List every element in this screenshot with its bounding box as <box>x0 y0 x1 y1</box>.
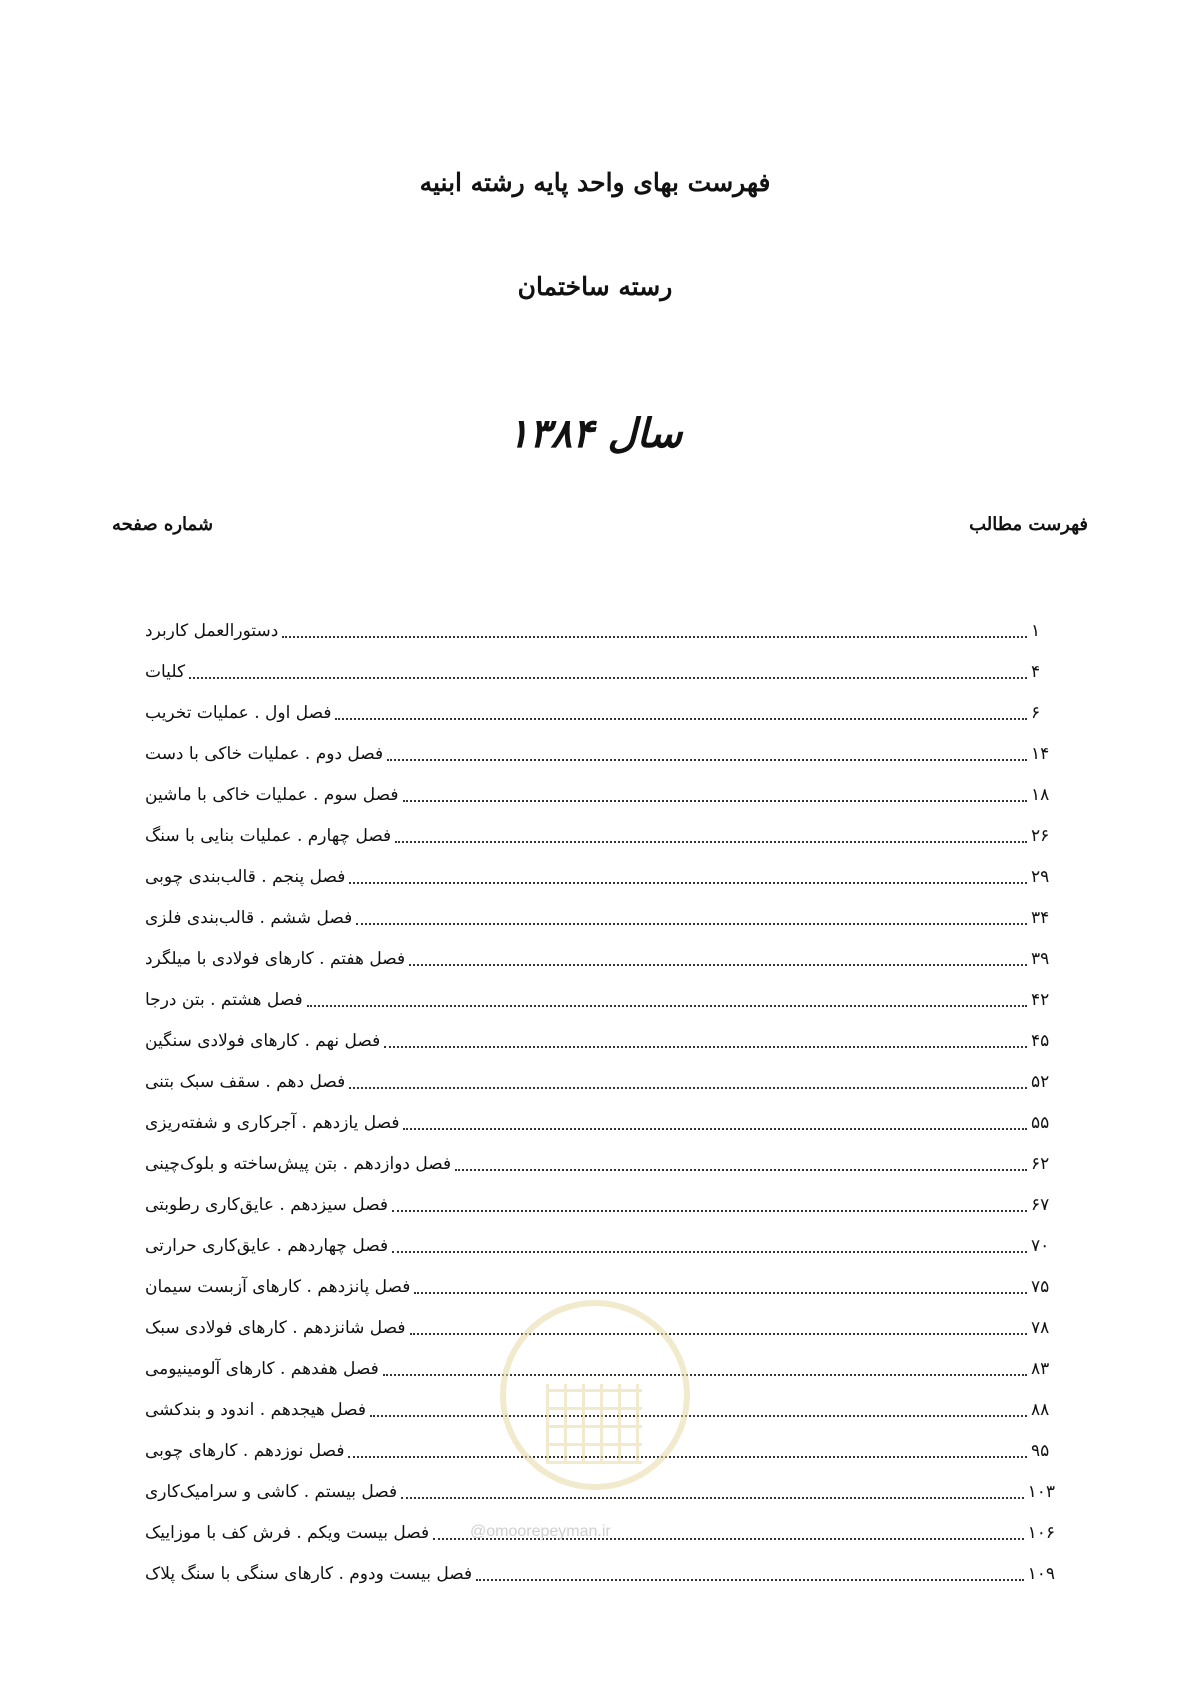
document-subtitle: رسته ساختمان <box>517 272 673 301</box>
toc-entry[interactable] <box>145 651 1055 692</box>
toc-entry-label: فصل سیزدهم . عایق‌کاری رطوبتی <box>145 1194 388 1215</box>
toc-entry-label: فصل دوازدهم . بتن پیش‌ساخته و بلوک‌چینی <box>145 1153 452 1174</box>
toc-entry-label: فصل چهاردهم . عایق‌کاری حرارتی <box>145 1235 389 1256</box>
toc-entry-label: فصل پنجم . قالب‌بندی چوبی <box>145 866 346 887</box>
toc-entry-page-number: ۱۴ <box>1031 743 1050 764</box>
toc-dot-leader <box>384 1046 1027 1048</box>
toc-entry-label: فصل بیستم . کاشی و سرامیک‌کاری <box>145 1481 398 1502</box>
toc-dot-leader <box>349 1087 1027 1089</box>
document-title: فهرست بهای واحد پایه رشته ابنیه <box>419 168 771 197</box>
toc-dot-leader <box>395 841 1027 843</box>
watermark-seal <box>500 1300 690 1490</box>
toc-entry-page-number: ۱۰۹ <box>1027 1563 1055 1584</box>
toc-entry-label: کلیات <box>145 661 186 682</box>
toc-entry[interactable] <box>145 692 1055 733</box>
toc-heading: فهرست مطالب <box>969 514 1088 535</box>
toc-entry-label: فصل هشتم . بتن درجا <box>145 989 303 1010</box>
toc-dot-leader <box>348 1456 1027 1458</box>
toc-entry-label: فصل پانزدهم . کارهای آزبست سیمان <box>145 1276 411 1297</box>
toc-dot-leader <box>455 1169 1027 1171</box>
toc-entry[interactable] <box>145 1225 1055 1266</box>
toc-entry-label: فصل هفدهم . کارهای آلومینیومی <box>145 1358 379 1379</box>
toc-dot-leader <box>409 964 1027 966</box>
toc-entry[interactable] <box>145 1143 1055 1184</box>
toc-entry-label: فصل دهم . سقف سبک بتنی <box>145 1071 346 1092</box>
toc-entry[interactable] <box>145 1102 1055 1143</box>
toc-entry-label: فصل اول . عملیات تخریب <box>145 702 332 723</box>
toc-entry-label: فصل بیست ودوم . کارهای سنگی با سنگ پلاک <box>145 1563 473 1584</box>
document-year: سال ۱۳۸۴ <box>507 410 683 457</box>
toc-entry-page-number: ۴۵ <box>1031 1030 1050 1051</box>
toc-dot-leader <box>307 1005 1027 1007</box>
toc-entry-page-number: ۶ <box>1031 702 1041 723</box>
toc-entry[interactable] <box>145 1553 1055 1594</box>
toc-entry-label: فصل نهم . کارهای فولادی سنگین <box>145 1030 381 1051</box>
toc-dot-leader <box>383 1374 1027 1376</box>
toc-entry-page-number: ۲۹ <box>1031 866 1050 887</box>
toc-entry[interactable] <box>145 938 1055 979</box>
toc-entry-label: فصل بیست ویکم . فرش کف با موزاییک <box>145 1522 430 1543</box>
toc-entry-page-number: ۱۰۳ <box>1027 1481 1055 1502</box>
toc-entry[interactable] <box>145 1061 1055 1102</box>
toc-entry[interactable] <box>145 897 1055 938</box>
toc-dot-leader <box>401 1497 1023 1499</box>
toc-dot-leader <box>335 718 1027 720</box>
page-number-heading: شماره صفحه <box>112 514 214 535</box>
toc-entry-label: فصل هفتم . کارهای فولادی با میلگرد <box>145 948 406 969</box>
toc-dot-leader <box>403 800 1028 802</box>
toc-entry-page-number: ۳۹ <box>1031 948 1050 969</box>
toc-entry-page-number: ۱۰۶ <box>1027 1522 1055 1543</box>
toc-entry[interactable] <box>145 979 1055 1020</box>
toc-entry-label: فصل شانزدهم . کارهای فولادی سبک <box>145 1317 406 1338</box>
toc-entry-page-number: ۳۴ <box>1031 907 1050 928</box>
toc-dot-leader <box>349 882 1027 884</box>
toc-entry-label: فصل نوزدهم . کارهای چوبی <box>145 1440 345 1461</box>
toc-entry-label: فصل یازدهم . آجرکاری و شفته‌ریزی <box>145 1112 400 1133</box>
toc-entry-page-number: ۹۵ <box>1031 1440 1050 1461</box>
toc-entry-page-number: ۱۸ <box>1031 784 1050 805</box>
toc-entry-label: فصل ششم . قالب‌بندی فلزی <box>145 907 353 928</box>
toc-dot-leader <box>356 923 1027 925</box>
toc-entry-label: فصل هیجدهم . اندود و بندکشی <box>145 1399 367 1420</box>
toc-entry-page-number: ۸۸ <box>1031 1399 1050 1420</box>
toc-entry-page-number: ۶۷ <box>1031 1194 1050 1215</box>
toc-entry-label: فصل سوم . عملیات خاکی با ماشین <box>145 784 399 805</box>
toc-entry-page-number: ۴ <box>1031 661 1041 682</box>
toc-entry[interactable] <box>145 610 1055 651</box>
toc-entry-page-number: ۵۵ <box>1031 1112 1050 1133</box>
toc-dot-leader <box>370 1415 1027 1417</box>
toc-entry[interactable] <box>145 774 1055 815</box>
toc-entry-page-number: ۶۲ <box>1031 1153 1050 1174</box>
toc-entry[interactable] <box>145 856 1055 897</box>
toc-entry[interactable] <box>145 733 1055 774</box>
toc-dot-leader <box>403 1128 1027 1130</box>
toc-entry-page-number: ۸۳ <box>1031 1358 1050 1379</box>
toc-entry-label: فصل دوم . عملیات خاکی با دست <box>145 743 384 764</box>
toc-entry-label: دستورالعمل کاربرد <box>145 620 279 641</box>
toc-entry-page-number: ۵۲ <box>1031 1071 1050 1092</box>
toc-dot-leader <box>387 759 1027 761</box>
toc-dot-leader <box>410 1333 1027 1335</box>
toc-entry-page-number: ۱ <box>1031 620 1041 641</box>
toc-dot-leader <box>282 636 1027 638</box>
toc-entry-page-number: ۴۲ <box>1031 989 1050 1010</box>
toc-entry-page-number: ۷۰ <box>1031 1235 1050 1256</box>
toc-entry[interactable] <box>145 1184 1055 1225</box>
toc-entry-page-number: ۷۸ <box>1031 1317 1050 1338</box>
toc-dot-leader <box>392 1251 1027 1253</box>
toc-dot-leader <box>392 1210 1027 1212</box>
toc-dot-leader <box>189 677 1027 679</box>
toc-entry[interactable] <box>145 1020 1055 1061</box>
toc-entry-label: فصل چهارم . عملیات بنایی با سنگ <box>145 825 392 846</box>
toc-entry[interactable] <box>145 815 1055 856</box>
watermark-text: @omoorepeyman.ir <box>470 1523 611 1540</box>
toc-entry-page-number: ۲۶ <box>1031 825 1050 846</box>
toc-entry-page-number: ۷۵ <box>1031 1276 1050 1297</box>
toc-dot-leader <box>414 1292 1027 1294</box>
toc-dot-leader <box>476 1579 1024 1581</box>
